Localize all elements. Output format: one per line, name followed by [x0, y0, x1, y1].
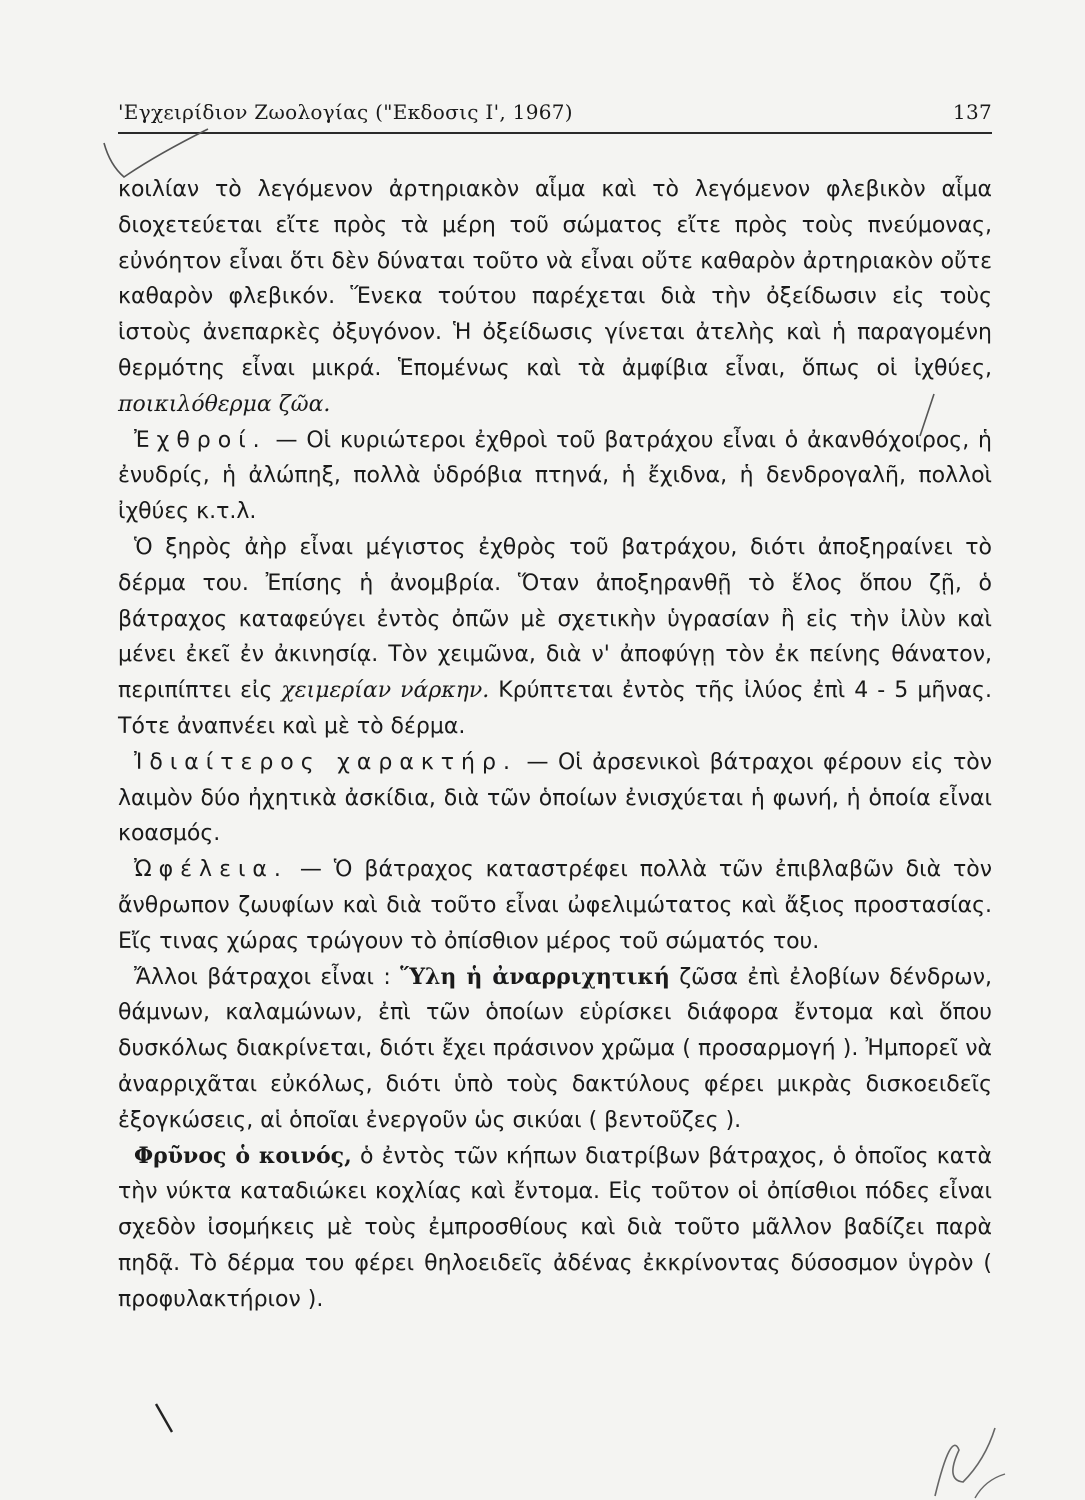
paragraph-7 [118, 1139, 992, 1318]
paragraph-text-before: Ἄλλοι βάτραχοι εἶναι : [134, 964, 391, 990]
header-rule [118, 132, 992, 134]
section-heading: Ἐχθροί. [134, 427, 267, 453]
paragraph-text: — Οἱ κυριώτεροι ἐχθροὶ τοῦ βατράχου εἶναι ὁ ἀκανθόχοιρος, ἡ ἐνυδρίς, ἡ ἀλώπηξ, πολλὰ ὑδρόβια πτηνά, ἡ ἔχιδνα, ἡ δενδρογαλῆ, πολλοὶ ἰχθύες κ.τ.λ. [118, 427, 992, 525]
section-heading: Ὠφέλεια. [134, 857, 288, 883]
paragraph-text: ὁ ἐντὸς τῶν κήπων διατρίβων βάτραχος, ὁ ὁποῖος κατὰ τὴν νύκτα καταδιώκει κοχλίας καὶ ἔντομα. Εἰς τοῦτον οἱ ὀπίσθιοι πόδες εἶναι σχεδὸν ἰσομήκεις μὲ τοὺς ἐμπροσθίους καὶ διὰ τοῦτο μᾶλλον βαδίζει παρὰ πηδᾷ. Τὸ δέρμα του φέρει θηλοειδεῖς ἀδένας ἐκκρίνοντας δύσοσμον ὑγρὸν ( προφυλακτήριον ). [118, 1143, 992, 1312]
section-heading: Ἰδιαίτερος χαρακτήρ. [134, 749, 517, 775]
pencil-check-icon [152, 1400, 178, 1436]
paragraph-5 [118, 852, 992, 959]
italic-term: χειμερίαν νάρκην. [281, 678, 490, 704]
header-title: 'Εγχειρίδιον Ζωολογίας ("Εκδοσις Ι', 1967) [118, 100, 573, 124]
paragraph-text: Ὁ ξηρὸς ἀὴρ εἶναι μέγιστος ἐχθρὸς τοῦ βατράχου, διότι ἀποξηραίνει τὸ δέρμα του. Ἐπίσης ἡ ἀνομβρία. Ὅταν ἀποξηρανθῇ τὸ ἕλος ὅπου ζῇ, ὁ βάτραχος καταφεύγει ἐντὸς ὀπῶν μὲ σχετικὴν ὑγρασίαν ἢ εἰς τὴν ἰλὺν καὶ μένει ἐκεῖ ἐν ἀκινησίᾳ. Τὸν χειμῶνα, διὰ ν' ἀποφύγῃ τὸν ἐκ πείνης θάνατον, περιπίπτει εἰς [118, 534, 992, 704]
paragraph-3 [118, 530, 992, 745]
main-text [118, 172, 992, 1318]
paragraph-text-after: Κρύπτεται ἐντὸς τῆς ἰλύος ἐπὶ 4 - 5 μῆνας. Τότε ἀναπνέει καὶ μὲ τὸ δέρμα. [118, 678, 992, 739]
bold-term: Ὕλη ἡ ἀναρριχητική [400, 963, 670, 990]
pencil-scribble-icon [905, 1420, 1015, 1500]
paragraph-text: — Ὁ βάτραχος καταστρέφει πολλὰ τῶν ἐπιβλαβῶν διὰ τὸν ἄνθρωπον ζωυφίων καὶ διὰ τοῦτο εἶναι ὠφελιμώτατος καὶ ἄξιος προστασίας. Εἴς τινας χώρας τρώγουν τὸ ὀπίσθιον μέρος τοῦ σώματός του. [118, 857, 993, 954]
running-header [118, 96, 992, 128]
paragraph-text: κοιλίαν τὸ λεγόμενον ἀρτηριακὸν αἷμα καὶ τὸ λεγόμενον φλεβικὸν αἷμα διοχετεύεται εἴτε πρὸς τὰ μέρη τοῦ σώματος εἴτε πρὸς τοὺς πνεύμονας, εὐνόητον εἶναι ὅτι δὲν δύναται τοῦτο νὰ εἶναι οὔτε καθαρὸν ἀρτηριακὸν οὔτε καθαρὸν φλεβικόν. Ἕνεκα τούτου παρέχεται διὰ τὴν ὀξείδωσιν εἰς τοὺς ἱστοὺς ἀνεπαρκὲς ὀξυγόνον. Ἡ ὀξείδωσις γίνεται ἀτελὴς καὶ ἡ παραγομένη θερμότης εἶναι μικρά. Ἑπομένως καὶ τὰ ἀμφίβια εἶναι, ὅπως οἱ ἰχθύες, [118, 177, 992, 381]
bold-term: Φρῦνος ὁ κοινός, [134, 1142, 352, 1169]
paragraph-text: ζῶσα ἐπὶ ἐλοβίων δένδρων, θάμνων, καλαμώνων, ἐπὶ τῶν ὁποίων εὑρίσκει διάφορα ἔντομα καὶ ὅπου δυσκόλως διακρίνεται, διότι ἔχει πράσινον χρῶμα ( προσαρμογή ). Ἠμπορεῖ νὰ ἀναρριχᾶται εὐκόλως, διότι ὑπὸ τοὺς δακτύλους φέρει μικρὰς δισκοειδεῖς ἐξογκώσεις, αἱ ὁποῖαι ἐνεργοῦν ὡς σικύαι ( βεντοῦζες ). [118, 964, 992, 1133]
paragraph-2 [118, 423, 992, 530]
page-number: 137 [952, 100, 992, 124]
italic-term: ποικιλόθερμα ζῶα. [118, 391, 331, 417]
paragraph-6 [118, 960, 992, 1139]
paragraph-1 [118, 172, 992, 423]
paragraph-text: — Οἱ ἀρσενικοὶ βάτραχοι φέρουν εἰς τὸν λαιμὸν δύο ἠχητικὰ ἀσκίδια, διὰ τῶν ὁποίων ἐνισχύεται ἡ φωνή, ἡ ὁποία εἶναι κοασμός. [118, 749, 993, 847]
paragraph-4 [118, 745, 992, 852]
